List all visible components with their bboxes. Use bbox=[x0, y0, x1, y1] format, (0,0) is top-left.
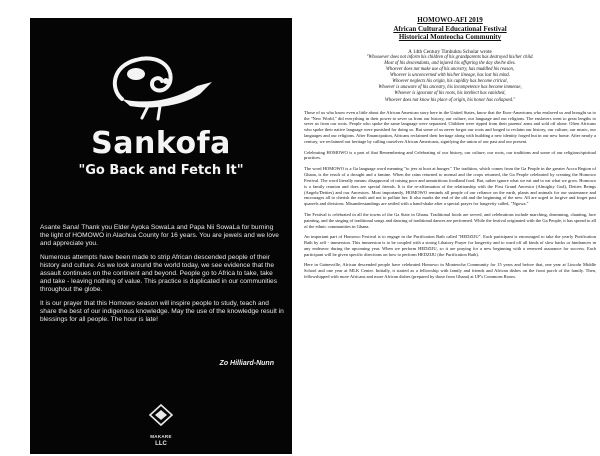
logo-subtext: LLC bbox=[155, 441, 167, 447]
author-signature: Zo Hilliard-Nunn bbox=[219, 360, 274, 367]
quote-line: Whoever is ignorant of his roots, his intellect has vanished, bbox=[394, 91, 506, 97]
quote-line: "Whosoever does not inform his children of his grandparents has destroyed his/her child. bbox=[366, 54, 534, 60]
quote-line: Whoever neglects his origin, his cupidity has become critical, bbox=[392, 79, 508, 85]
quote-attribution: A 14th Century Timbuktu Scholar wrote bbox=[408, 48, 492, 55]
body-paragraph: Here in Gainesville, African descended people have celebrated Homowo in Monteocha Community for 15 years and before that, one year at Lincoln Middle School and one year at MLK Center. Initially, it started as a fellowship with family and friends and African dishes on the front porch of the family. Then, fellowshipped with more Africans and more African dishes (prepared by those from Ghana) at UF's Commons Room. bbox=[304, 262, 596, 279]
quote-line: Most of his descendants, and injured his offspring the day she/he dies. bbox=[384, 60, 516, 66]
event-subtitle: African Cultural Educational Festival bbox=[393, 24, 507, 33]
body-paragraph: The word HOMOWO is a Ga language word meaning "to jeer at hoot at hunger." The tradition, which comes from the Ga People in the greater Accra Region of Ghana, is the result of a drought and a famine. When the rains returned to normal and the crops returned, the Ga People celebrated by creating the Homowo Festival. The word literally means: disapproval of raising poor and unnutritious foodland food. But, rather ignore what we eat and to eat what we grow. Homowo is a family reunion and does are special friends. It is the re-affirmation of the relationship with the First Grand Ancestor (Almighty God), Deities Beings (Angels/Deities) and our Ancestors. Most importantly, HOMOWO reminds all people of our reliance on the earth, plants and animals for our sustenance and encourages all to cherish the earth and not to pollute her. It also marks the end of the old and the beginning of the new. All are urged to forgive and forget past quarrels and divisions. Misunderstandings are settled with a hand-shake after a special prayer for longevity called, "Ngowa." bbox=[304, 165, 596, 207]
quote-line: Whoever is unaware of his ancestry, his incompetence has become immense, bbox=[378, 85, 522, 91]
event-title: HOMOWO-AFI 2019 bbox=[417, 16, 483, 24]
body-paragraph: The Festival is celebrated in all the towns of the Ga State in Ghana. Traditional foods are served, and celebrations include marching, drumming, chanting, face painting, and the singing of traditional songs and dancing of traditional dances are performed. While the festival originated with the Ga People, it has spread to all of the ethnic communities in Ghana. bbox=[304, 211, 596, 229]
cover-subtitle: "Go Back and Fetch It" bbox=[78, 163, 244, 178]
cover-title: Sankofa bbox=[91, 126, 231, 161]
cover-message bbox=[40, 224, 284, 330]
event-location: Historical Monteocha Community bbox=[398, 33, 502, 42]
body-paragraph: Celebrating HOMOWO is a part of that Remembering and Celebrating of our history, our culture, our roots, our traditions and some of our religious/spiritual practices. bbox=[304, 149, 596, 161]
scholar-quote bbox=[304, 49, 596, 104]
body-paragraph: An important part of Homowo Festival is to engage in the Purification Bath called "HEDZIJU". Each participant is encouraged to take the yearly Purification Bath by self - immersion. This immersion is to be coupled with a strong Libatory Prayer for longevity and to ward off all kinds of slow backs or hindrances in any endeavor during the upcoming year. When we perform HEDZIJU, so it are praying for a new beginning with a renewed assurance for success. Each participant will be given specific directions on how to perform HEDZIJU (the Purification Bath). bbox=[304, 233, 596, 257]
body-paragraph: Those of us who know even a little about the African American story here in the United States, know that the Euro-Americans who enslaved us and brought us to the "New World," did everything in their power to sever us from our history, our culture, our language and our religions. The enslavers went to great lengths to sever us from our roots. People who spoke the same language were separated. Children were ripped from their parents' arms and sold off alone. Often Africans who spoke their native language were punished for doing so. But some of us never forgot our roots and longed to reclaim our history, our culture, our music, our languages and our religions. After Emancipation, Africans reclaimed their heritage along with building a new identity forged but in our new home. After nearly a century, we reclaimed our heritage by calling ourselves African Americans, signifying the union of our past and our present. bbox=[304, 109, 596, 145]
cover-panel bbox=[30, 18, 292, 454]
program-heading bbox=[304, 16, 596, 42]
quote-line: Whoever does not know his place of origin, his honor has collapsed." bbox=[384, 97, 516, 103]
sankofa-bird-icon bbox=[102, 44, 222, 122]
program-body bbox=[304, 110, 596, 280]
cover-paragraph: It is our prayer that this Homowo season will inspire people to study, teach and share the best of our indigenous knowledge. May the use of the knowledge result in blessings for all people. The hour is late! bbox=[40, 300, 284, 323]
cover-paragraph: Asante Sana! Thank you Elder Ayoka SowaLa and Papa Nii SowaLa for burning the light of HOMOWO in Alachua County for 16 years. You are jewels and we love and appreciate you. bbox=[40, 224, 279, 247]
program-page bbox=[304, 16, 596, 456]
quote-line: Whoever is unconcerned with his/her lineage, has lost his mind. bbox=[390, 73, 510, 79]
cover-paragraph: Numerous attempts have been made to strip African descended people of their history and culture. As we look around the world today, we see evidence that the assault continues on the continent and beyond. People go to Africa to take, take and take - leaving nothing of value. This practice is duplicated in our communities throughout the globe. bbox=[40, 254, 278, 293]
quote-line: Whoever does not make use of his ancestry, has muddled his reason, bbox=[385, 67, 515, 73]
logo-wordmark: MAKARE bbox=[150, 434, 172, 439]
